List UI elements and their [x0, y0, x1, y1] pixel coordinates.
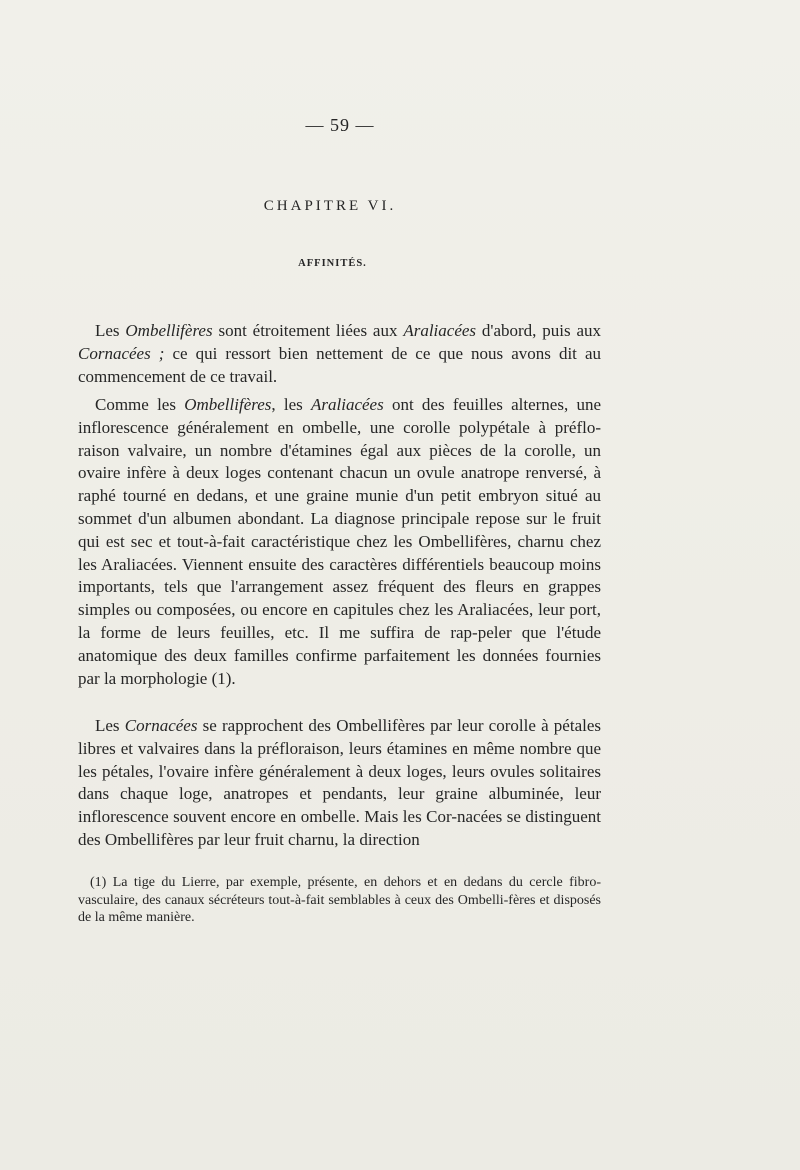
text-run: ont des feuilles alternes, une inflorescence généralement en ombelle, une corolle polypétale à préflo-raison valvaire, un nombre d'étamines égal aux pièces de la corolle, un ovaire infère à deux loges contenant chacun un ovule anatrope renversé, à raphé tourné en dedans, et une graine munie d'un petit embryon situé au sommet d'un albumen abondant. La diagnose principale repose sur le fruit qui est sec et tout-à-fait caractéristique chez les Ombellifères, charnu chez les Araliacées. Viennent ensuite des caractères différentiels beaucoup moins importants, tels que l'arrangement assez fréquent des fleurs en grappes simples ou composées, ou encore en capitules chez les Araliacées, leur port, la forme de leurs feuilles, etc. Il me suffira de rap-peler que l'étude anatomique des deux familles confirme parfaitement les données fournies par la morphologie (1). [78, 395, 602, 688]
italic-term: Ombellifères [125, 321, 213, 340]
text-run: d'abord, puis aux [476, 321, 602, 340]
paragraph-2 [78, 394, 601, 690]
italic-term: Ombellifères [184, 395, 272, 414]
text-run: se rapprochent des Ombellifères par leur corolle à pétales libres et valvaires dans la préfloraison, leurs étamines en même nombre que les pétales, l'ovaire infère généralement à deux loges, leurs ovules solitaires dans chaque loge, anatropes et pendants, leur graine albuminée, leur inflorescence souvent encore en ombelle. Mais les Cor-nacées se distinguent des Ombellifères par leur fruit charnu, la direction [78, 716, 602, 849]
paragraph-3 [78, 715, 601, 852]
text-run: Les [95, 716, 125, 735]
text-run: sont étroitement liées aux [212, 321, 404, 340]
footnote [78, 874, 601, 927]
chapter-title: CHAPITRE VI. [263, 198, 397, 214]
paragraph-1-text [78, 320, 601, 388]
text-run: , les [271, 395, 312, 414]
paragraph-1 [78, 320, 601, 388]
italic-term: Cornacées ; [78, 343, 165, 363]
text-run: Les [95, 321, 126, 340]
page-number: — 59 — [305, 115, 375, 135]
paragraph-2-text [78, 394, 601, 690]
italic-term: Araliacées [403, 321, 477, 340]
italic-term: Cornacées [124, 716, 198, 735]
text-run: ce qui ressort bien nettement de ce que nous avons dit au commencement de ce travail. [78, 343, 601, 386]
footnote-text: (1) La tige du Lierre, par exemple, présente, en dehors et en dedans du cercle fibro-vasculaire, des canaux sécréteurs tout-à-fait semblables à ceux des Ombelli-fères et disposés de la même manière. [78, 875, 601, 925]
paragraph-3-text [78, 715, 601, 852]
text-run: Comme les [95, 395, 185, 414]
italic-term: Araliacées [311, 395, 384, 414]
section-title: AFFINITÉS. [298, 258, 367, 269]
